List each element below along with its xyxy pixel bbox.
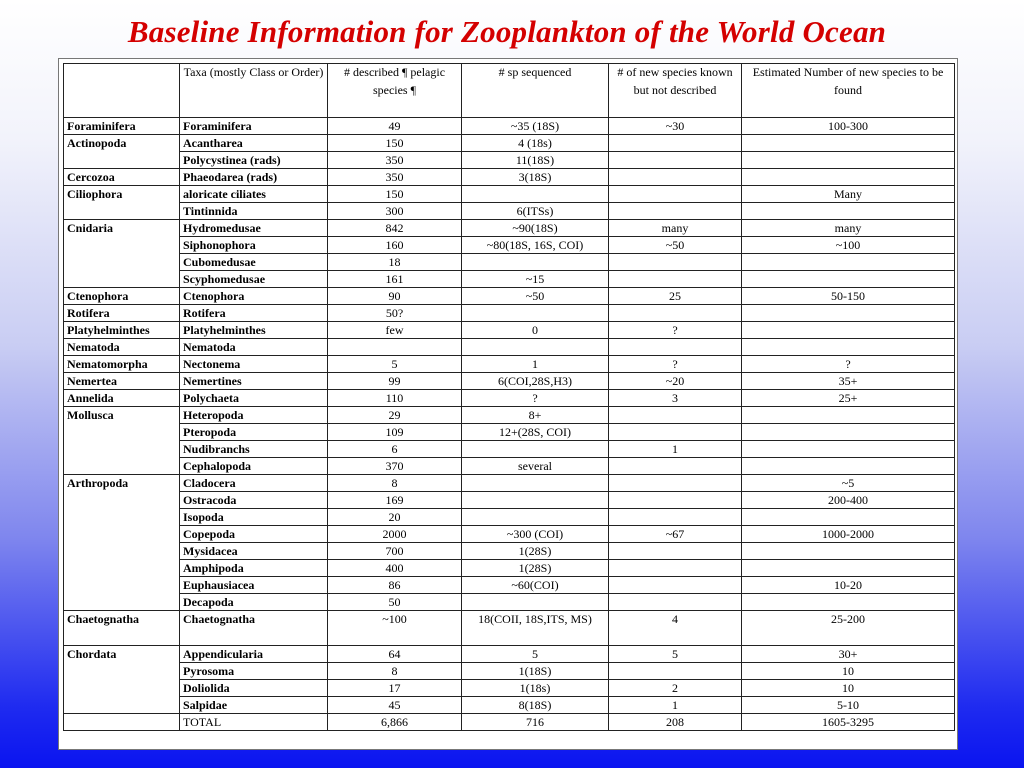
table-row bbox=[64, 560, 955, 577]
sequenced-cell: 1 bbox=[462, 356, 609, 373]
described-cell: 110 bbox=[328, 390, 462, 407]
taxa-cell: Euphausiacea bbox=[180, 577, 328, 594]
sequenced-cell bbox=[462, 594, 609, 611]
estimated-cell bbox=[742, 458, 955, 475]
estimated-cell: 10-20 bbox=[742, 577, 955, 594]
table-row bbox=[64, 220, 955, 237]
table-row bbox=[64, 271, 955, 288]
taxa-cell: Hydromedusae bbox=[180, 220, 328, 237]
taxa-cell: Copepoda bbox=[180, 526, 328, 543]
table-row bbox=[64, 203, 955, 220]
taxa-cell: Nemertines bbox=[180, 373, 328, 390]
table-row bbox=[64, 339, 955, 356]
sequenced-cell bbox=[462, 186, 609, 203]
new-known-cell: 5 bbox=[609, 646, 742, 663]
new-known-cell: 1 bbox=[609, 441, 742, 458]
new-known-cell: ~20 bbox=[609, 373, 742, 390]
table-row bbox=[64, 458, 955, 475]
sequenced-cell: 6(COI,28S,H3) bbox=[462, 373, 609, 390]
phylum-cell: Chordata bbox=[64, 646, 180, 714]
described-cell: 29 bbox=[328, 407, 462, 424]
described-cell: 160 bbox=[328, 237, 462, 254]
total-described: 6,866 bbox=[328, 714, 462, 731]
estimated-cell: ~100 bbox=[742, 237, 955, 254]
described-cell: 2000 bbox=[328, 526, 462, 543]
estimated-cell bbox=[742, 305, 955, 322]
sequenced-cell: 8(18S) bbox=[462, 697, 609, 714]
table-row bbox=[64, 118, 955, 135]
described-cell: few bbox=[328, 322, 462, 339]
table-row bbox=[64, 407, 955, 424]
new-known-cell bbox=[609, 424, 742, 441]
taxa-cell: Salpidae bbox=[180, 697, 328, 714]
table-row bbox=[64, 390, 955, 407]
sequenced-cell: ~35 (18S) bbox=[462, 118, 609, 135]
table-row bbox=[64, 322, 955, 339]
described-cell: 842 bbox=[328, 220, 462, 237]
taxa-cell: Nematoda bbox=[180, 339, 328, 356]
sequenced-cell: several bbox=[462, 458, 609, 475]
estimated-cell bbox=[742, 203, 955, 220]
slide-title: Baseline Information for Zooplankton of the World Ocean bbox=[127, 14, 887, 49]
new-known-cell bbox=[609, 458, 742, 475]
header-described: # described ¶ pelagic species ¶ bbox=[328, 64, 462, 118]
new-known-cell: 3 bbox=[609, 390, 742, 407]
described-cell: 64 bbox=[328, 646, 462, 663]
described-cell: 370 bbox=[328, 458, 462, 475]
taxa-cell: Polychaeta bbox=[180, 390, 328, 407]
phylum-cell: Actinopoda bbox=[64, 135, 180, 169]
estimated-cell bbox=[742, 441, 955, 458]
taxa-cell: Foraminifera bbox=[180, 118, 328, 135]
phylum-cell: Foraminifera bbox=[64, 118, 180, 135]
described-cell: 350 bbox=[328, 169, 462, 186]
taxa-cell: Pteropoda bbox=[180, 424, 328, 441]
total-sequenced: 716 bbox=[462, 714, 609, 731]
table-row bbox=[64, 169, 955, 186]
estimated-cell: 30+ bbox=[742, 646, 955, 663]
described-cell: 99 bbox=[328, 373, 462, 390]
estimated-cell: 1000-2000 bbox=[742, 526, 955, 543]
total-new-known: 208 bbox=[609, 714, 742, 731]
header-taxa: Taxa (mostly Class or Order) bbox=[180, 64, 328, 118]
sequenced-cell: ~90(18S) bbox=[462, 220, 609, 237]
sequenced-cell: 12+(28S, COI) bbox=[462, 424, 609, 441]
taxa-cell: Rotifera bbox=[180, 305, 328, 322]
taxa-cell: Decapoda bbox=[180, 594, 328, 611]
taxa-cell: Tintinnida bbox=[180, 203, 328, 220]
table-row bbox=[64, 152, 955, 169]
new-known-cell bbox=[609, 271, 742, 288]
table-row bbox=[64, 356, 955, 373]
estimated-cell bbox=[742, 424, 955, 441]
phylum-cell: Nemertea bbox=[64, 373, 180, 390]
described-cell: 20 bbox=[328, 509, 462, 526]
described-cell: 400 bbox=[328, 560, 462, 577]
new-known-cell: 25 bbox=[609, 288, 742, 305]
described-cell: 6 bbox=[328, 441, 462, 458]
header-new-known: # of new species known but not described bbox=[609, 64, 742, 118]
described-cell: 300 bbox=[328, 203, 462, 220]
zooplankton-table bbox=[63, 63, 955, 731]
described-cell: ~100 bbox=[328, 611, 462, 646]
new-known-cell bbox=[609, 152, 742, 169]
table-row bbox=[64, 305, 955, 322]
estimated-cell: 25+ bbox=[742, 390, 955, 407]
new-known-cell bbox=[609, 339, 742, 356]
estimated-cell: Many bbox=[742, 186, 955, 203]
new-known-cell: ~30 bbox=[609, 118, 742, 135]
sequenced-cell bbox=[462, 509, 609, 526]
table-row bbox=[64, 594, 955, 611]
estimated-cell bbox=[742, 271, 955, 288]
sequenced-cell: 6(ITSs) bbox=[462, 203, 609, 220]
phylum-cell: Nematomorpha bbox=[64, 356, 180, 373]
taxa-cell: Heteropoda bbox=[180, 407, 328, 424]
described-cell: 50 bbox=[328, 594, 462, 611]
new-known-cell bbox=[609, 475, 742, 492]
described-cell: 150 bbox=[328, 135, 462, 152]
sequenced-cell: 3(18S) bbox=[462, 169, 609, 186]
sequenced-cell bbox=[462, 305, 609, 322]
estimated-cell bbox=[742, 407, 955, 424]
taxa-cell: Polycystinea (rads) bbox=[180, 152, 328, 169]
taxa-cell: Isopoda bbox=[180, 509, 328, 526]
described-cell: 150 bbox=[328, 186, 462, 203]
new-known-cell: ? bbox=[609, 322, 742, 339]
new-known-cell: 2 bbox=[609, 680, 742, 697]
table-row bbox=[64, 526, 955, 543]
table-row bbox=[64, 577, 955, 594]
header-phylum bbox=[64, 64, 180, 118]
new-known-cell: ? bbox=[609, 356, 742, 373]
estimated-cell bbox=[742, 339, 955, 356]
described-cell: 8 bbox=[328, 663, 462, 680]
header-row bbox=[64, 64, 955, 118]
sequenced-cell bbox=[462, 339, 609, 356]
taxa-cell: Pyrosoma bbox=[180, 663, 328, 680]
phylum-cell: Annelida bbox=[64, 390, 180, 407]
table-row bbox=[64, 475, 955, 492]
table-row bbox=[64, 288, 955, 305]
estimated-cell: 25-200 bbox=[742, 611, 955, 646]
described-cell: 86 bbox=[328, 577, 462, 594]
table-row bbox=[64, 492, 955, 509]
sequenced-cell: 1(28S) bbox=[462, 543, 609, 560]
new-known-cell: many bbox=[609, 220, 742, 237]
table-row bbox=[64, 697, 955, 714]
sequenced-cell: 18(COII, 18S,ITS, MS) bbox=[462, 611, 609, 646]
phylum-cell: Ciliophora bbox=[64, 186, 180, 220]
described-cell: 8 bbox=[328, 475, 462, 492]
new-known-cell bbox=[609, 663, 742, 680]
table-sheet bbox=[58, 58, 958, 750]
sequenced-cell bbox=[462, 254, 609, 271]
described-cell: 49 bbox=[328, 118, 462, 135]
new-known-cell bbox=[609, 594, 742, 611]
taxa-cell: aloricate ciliates bbox=[180, 186, 328, 203]
table-row bbox=[64, 663, 955, 680]
taxa-cell: Nudibranchs bbox=[180, 441, 328, 458]
taxa-cell: Scyphomedusae bbox=[180, 271, 328, 288]
estimated-cell: 5-10 bbox=[742, 697, 955, 714]
sequenced-cell: 1(28S) bbox=[462, 560, 609, 577]
taxa-cell: Phaeodarea (rads) bbox=[180, 169, 328, 186]
new-known-cell bbox=[609, 135, 742, 152]
taxa-cell: Nectonema bbox=[180, 356, 328, 373]
sequenced-cell: 1(18s) bbox=[462, 680, 609, 697]
estimated-cell bbox=[742, 152, 955, 169]
taxa-cell: Platyhelminthes bbox=[180, 322, 328, 339]
taxa-cell: Acantharea bbox=[180, 135, 328, 152]
table-row bbox=[64, 543, 955, 560]
new-known-cell bbox=[609, 577, 742, 594]
new-known-cell bbox=[609, 254, 742, 271]
estimated-cell: 10 bbox=[742, 680, 955, 697]
sequenced-cell bbox=[462, 492, 609, 509]
estimated-cell: 50-150 bbox=[742, 288, 955, 305]
sequenced-cell: 8+ bbox=[462, 407, 609, 424]
estimated-cell bbox=[742, 509, 955, 526]
phylum-cell: Rotifera bbox=[64, 305, 180, 322]
table-row bbox=[64, 186, 955, 203]
described-cell bbox=[328, 339, 462, 356]
taxa-cell: Ostracoda bbox=[180, 492, 328, 509]
sequenced-cell: 0 bbox=[462, 322, 609, 339]
estimated-cell bbox=[742, 560, 955, 577]
taxa-cell: Cladocera bbox=[180, 475, 328, 492]
total-row bbox=[64, 714, 955, 731]
phylum-cell: Chaetognatha bbox=[64, 611, 180, 646]
taxa-cell: Appendicularia bbox=[180, 646, 328, 663]
new-known-cell bbox=[609, 305, 742, 322]
described-cell: 90 bbox=[328, 288, 462, 305]
estimated-cell bbox=[742, 169, 955, 186]
sequenced-cell: 11(18S) bbox=[462, 152, 609, 169]
table-row bbox=[64, 135, 955, 152]
sequenced-cell: ? bbox=[462, 390, 609, 407]
taxa-cell: Amphipoda bbox=[180, 560, 328, 577]
estimated-cell bbox=[742, 254, 955, 271]
described-cell: 161 bbox=[328, 271, 462, 288]
sequenced-cell: ~80(18S, 16S, COI) bbox=[462, 237, 609, 254]
described-cell: 17 bbox=[328, 680, 462, 697]
phylum-cell: Cercozoa bbox=[64, 169, 180, 186]
table-row bbox=[64, 254, 955, 271]
table-row bbox=[64, 611, 955, 646]
estimated-cell: 35+ bbox=[742, 373, 955, 390]
estimated-cell: many bbox=[742, 220, 955, 237]
estimated-cell: 10 bbox=[742, 663, 955, 680]
new-known-cell: ~67 bbox=[609, 526, 742, 543]
total-label: TOTAL bbox=[180, 714, 328, 731]
estimated-cell bbox=[742, 543, 955, 560]
taxa-cell: Siphonophora bbox=[180, 237, 328, 254]
new-known-cell bbox=[609, 492, 742, 509]
new-known-cell bbox=[609, 203, 742, 220]
table-row bbox=[64, 237, 955, 254]
header-estimated: Estimated Number of new species to be found bbox=[742, 64, 955, 118]
taxa-cell: Cephalopoda bbox=[180, 458, 328, 475]
table-row bbox=[64, 509, 955, 526]
table-row bbox=[64, 646, 955, 663]
described-cell: 169 bbox=[328, 492, 462, 509]
taxa-cell: Cubomedusae bbox=[180, 254, 328, 271]
table-row bbox=[64, 441, 955, 458]
estimated-cell bbox=[742, 322, 955, 339]
described-cell: 45 bbox=[328, 697, 462, 714]
described-cell: 700 bbox=[328, 543, 462, 560]
new-known-cell bbox=[609, 169, 742, 186]
taxa-cell: Mysidacea bbox=[180, 543, 328, 560]
described-cell: 109 bbox=[328, 424, 462, 441]
sequenced-cell: ~300 (COI) bbox=[462, 526, 609, 543]
total-blank-cell bbox=[64, 714, 180, 731]
phylum-cell: Nematoda bbox=[64, 339, 180, 356]
new-known-cell: 4 bbox=[609, 611, 742, 646]
estimated-cell: ? bbox=[742, 356, 955, 373]
sequenced-cell bbox=[462, 475, 609, 492]
sequenced-cell: 1(18S) bbox=[462, 663, 609, 680]
new-known-cell bbox=[609, 407, 742, 424]
phylum-cell: Mollusca bbox=[64, 407, 180, 475]
described-cell: 18 bbox=[328, 254, 462, 271]
described-cell: 50? bbox=[328, 305, 462, 322]
new-known-cell bbox=[609, 543, 742, 560]
taxa-cell: Chaetognatha bbox=[180, 611, 328, 646]
sequenced-cell: 5 bbox=[462, 646, 609, 663]
phylum-cell: Platyhelminthes bbox=[64, 322, 180, 339]
table-row bbox=[64, 424, 955, 441]
estimated-cell: 200-400 bbox=[742, 492, 955, 509]
table-row bbox=[64, 680, 955, 697]
sequenced-cell: ~50 bbox=[462, 288, 609, 305]
table-row bbox=[64, 373, 955, 390]
estimated-cell bbox=[742, 594, 955, 611]
new-known-cell bbox=[609, 186, 742, 203]
sequenced-cell: ~15 bbox=[462, 271, 609, 288]
new-known-cell: ~50 bbox=[609, 237, 742, 254]
sequenced-cell: ~60(COI) bbox=[462, 577, 609, 594]
total-estimated: 1605-3295 bbox=[742, 714, 955, 731]
sequenced-cell: 4 (18s) bbox=[462, 135, 609, 152]
estimated-cell: ~5 bbox=[742, 475, 955, 492]
header-sequenced: # sp sequenced bbox=[462, 64, 609, 118]
new-known-cell: 1 bbox=[609, 697, 742, 714]
sequenced-cell bbox=[462, 441, 609, 458]
described-cell: 350 bbox=[328, 152, 462, 169]
taxa-cell: Ctenophora bbox=[180, 288, 328, 305]
estimated-cell bbox=[742, 135, 955, 152]
new-known-cell bbox=[609, 560, 742, 577]
new-known-cell bbox=[609, 509, 742, 526]
described-cell: 5 bbox=[328, 356, 462, 373]
phylum-cell: Arthropoda bbox=[64, 475, 180, 611]
taxa-cell: Doliolida bbox=[180, 680, 328, 697]
phylum-cell: Cnidaria bbox=[64, 220, 180, 288]
phylum-cell: Ctenophora bbox=[64, 288, 180, 305]
estimated-cell: 100-300 bbox=[742, 118, 955, 135]
